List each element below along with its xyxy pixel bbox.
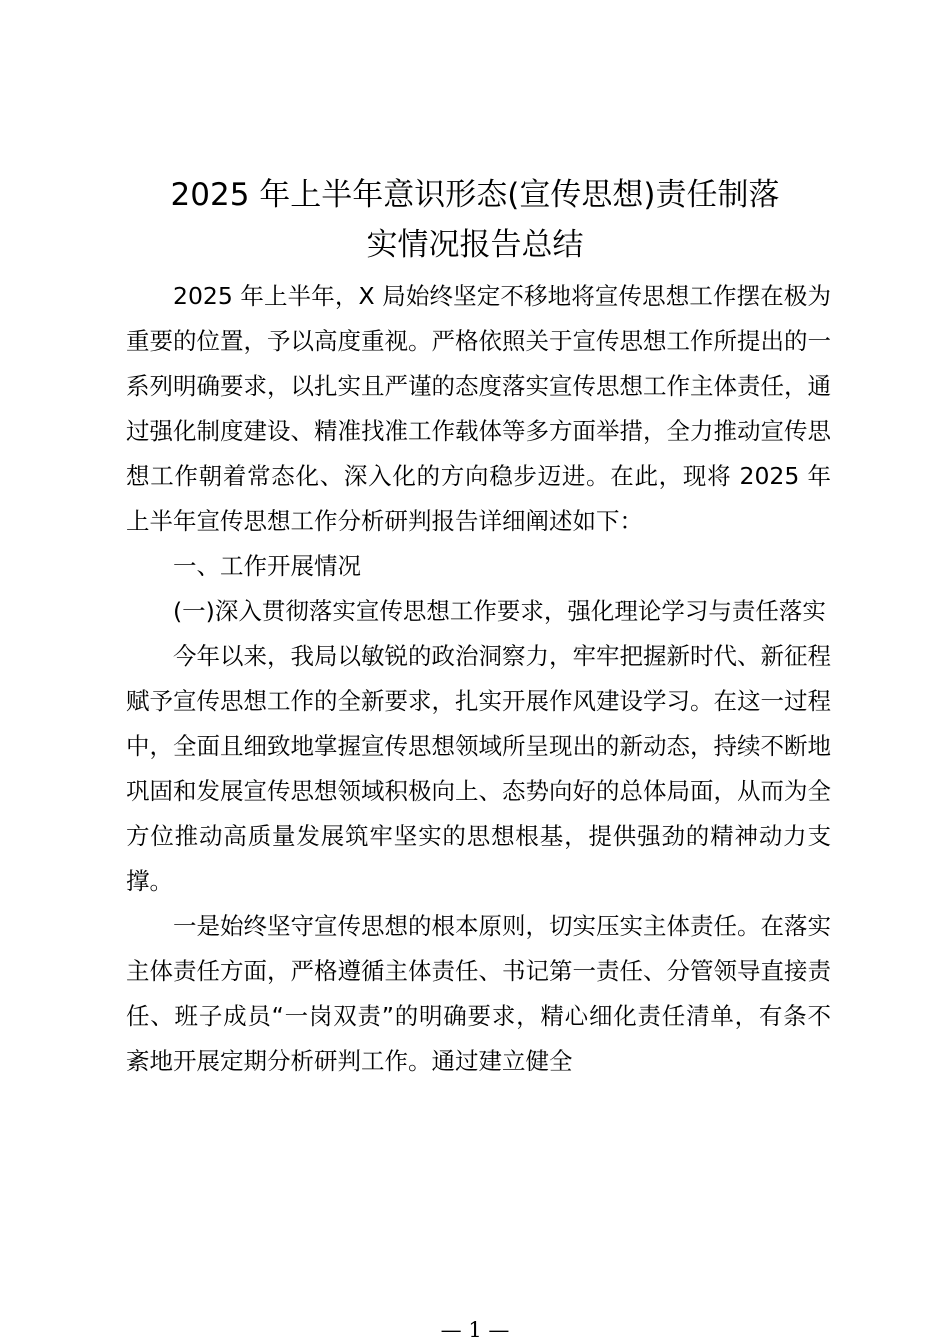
subsection-heading: (一)深入贯彻落实宣传思想工作要求，强化理论学习与责任落实 (173, 597, 826, 625)
title-line-2: 实情况报告总结 (366, 227, 584, 263)
document-body (126, 274, 831, 1084)
title-line-1: 2025 年上半年意识形态(宣传思想)责任制落 (170, 177, 780, 213)
document-title (120, 170, 830, 270)
body-paragraph: 一是始终坚守宣传思想的根本原则，切实压实主体责任。在落实主体责任方面，严格遵循主体责任、书记第一责任、分管领导直接责任、班子成员“一岗双责”的明确要求，精心细化责任清单，有条不紊地开展定期分析研判工作。通过建立健全 (126, 912, 831, 1075)
section-heading: 一、工作开展情况 (173, 552, 361, 580)
body-paragraph: 今年以来，我局以敏锐的政治洞察力，牢牢把握新时代、新征程赋予宣传思想工作的全新要求，扎实开展作风建设学习。在这一过程中，全面且细致地掌握宣传思想领域所呈现出的新动态，持续不断地巩固和发展宣传思想领域积极向上、态势向好的总体局面，从而为全方位推动高质量发展筑牢坚实的思想根基，提供强劲的精神动力支撑。 (126, 642, 831, 895)
intro-paragraph: 2025 年上半年，X 局始终坚定不移地将宣传思想工作摆在极为重要的位置，予以高度重视。严格依照关于宣传思想工作所提出的一系列明确要求，以扎实且严谨的态度落实宣传思想工作主体责任，通过强化制度建设、精准找准工作载体等多方面举措，全力推动宣传思想工作朝着常态化、深入化的方向稳步迈进。在此，现将 2025 年上半年宣传思想工作分析研判报告详细阐述如下： (126, 282, 831, 535)
page-number: — 1 — (440, 1318, 510, 1342)
